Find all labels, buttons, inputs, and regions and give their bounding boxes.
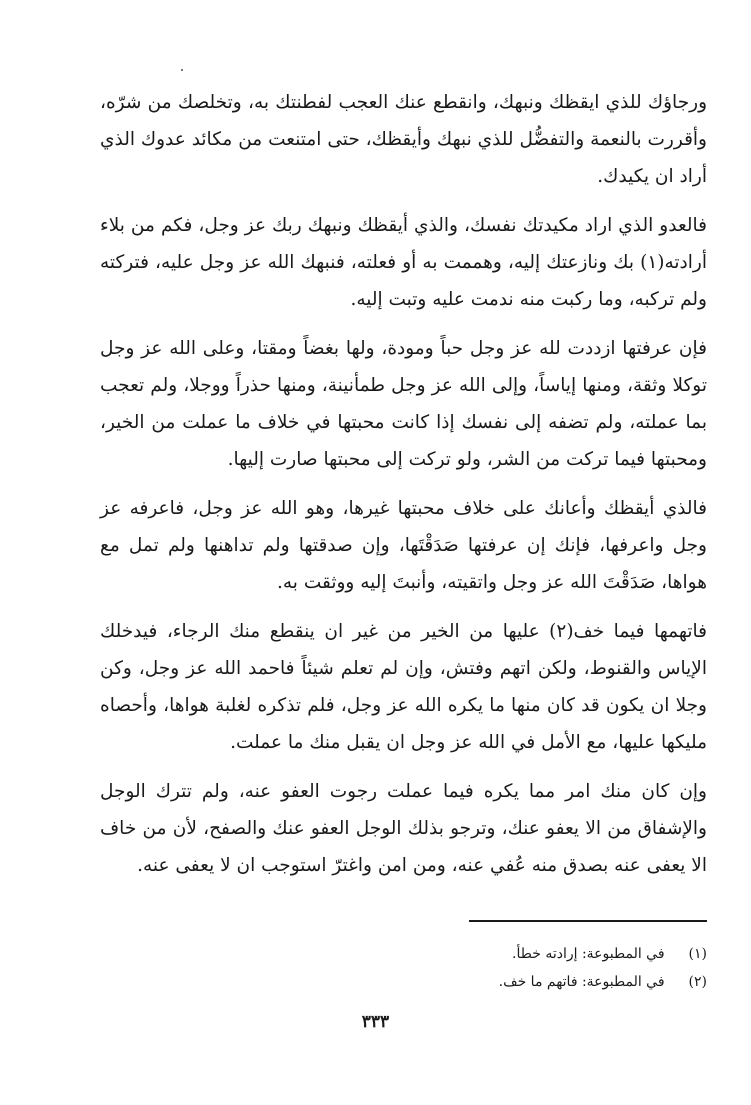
footnote-1-number: (١) [688, 946, 707, 962]
footnotes [100, 940, 707, 996]
paragraph-6: وإن كان منك امر مما يكره فيما عملت رجوت العفو عنه، ولم تترك الوجل والإشفاق من الا يعفو عنك، وترجو بذلك الوجل العفو عنك والصفح، لأن من خاف الا يعفى عنه بصدق منه عُفي عنه، ومن امن واغترّ استوجب ان لا يعفى عنه. [100, 781, 707, 876]
paragraph-1: ورجاؤك للذي ايقظك ونبهك، وانقطع عنك العجب لفطنتك به، وتخلصك من شرّه، وأقررت بالنعمة والتفضُّل للذي نبهك وأيقظك، حتى امتنعت من مكائد عدوك الذي أراد ان يكيدك. [100, 92, 707, 187]
page-number: ٣٣٣ [361, 1012, 390, 1032]
footnote-2-text: في المطبوعة: فاتهم ما خف. [498, 974, 665, 990]
paragraph-2: فالعدو الذي اراد مكيدتك نفسك، والذي أيقظك ونبهك ربك عز وجل، فكم من بلاء أرادته(١) بك ونازعتك إليه، وهممت به أو فعلته، فنبهك الله عز وجل عليه، فتركته ولم تركبه، وما ركبت منه ندمت عليه وتبت إليه. [100, 215, 707, 310]
main-text [100, 84, 707, 896]
paragraph-4: فالذي أيقظك وأعانك على خلاف محبتها غيرها، وهو الله عز وجل، فاعرفه عز وجل واعرفها، فإنك إن عرفتها صَدَقْتَها، وإن صدقتها ولم تداهنها ولم تمل مع هواها، صَدَقْتَ الله عز وجل واتقيته، وأنبتَ إليه ووثقت به. [100, 498, 707, 593]
footnote-separator [469, 920, 707, 922]
footnote-2-number: (٢) [688, 974, 707, 990]
scan-speck [181, 69, 183, 71]
footnote-1 [100, 940, 707, 968]
footnote-1-text: في المطبوعة: إرادته خطأ. [512, 946, 665, 962]
paragraph-3: فإن عرفتها ازددت لله عز وجل حباً ومودة، ولها بغضاً ومقتا، وعلى الله عز وجل توكلا وثقة، ومنها إياساً، وإلى الله عز وجل طمأنينة، ومنها حذراً ووجلا، ولم تعجب بما عملته، ولم تضفه إلى نفسك إذا كانت محبتها في خلاف ما عملت من الخير، ومحبتها فيما تركت من الشر، ولو تركت إلى محبتها صارت إليها. [100, 338, 707, 470]
paragraph-5: فاتهمها فيما خف(٢) عليها من الخير من غير ان ينقطع منك الرجاء، فيدخلك الإياس والقنوط، ولكن اتهم وفتش، وإن لم تعلم شيئاً فاحمد الله عز وجل، وكن وجلا ان يكون قد كان منها ما يكره الله عز وجل، فلم تذكره لغلبة هواها، وأحصاه مليكها عليها، مع الأمل في الله عز وجل ان يقبل منك ما عملت. [100, 621, 707, 753]
footnote-2 [100, 968, 707, 996]
